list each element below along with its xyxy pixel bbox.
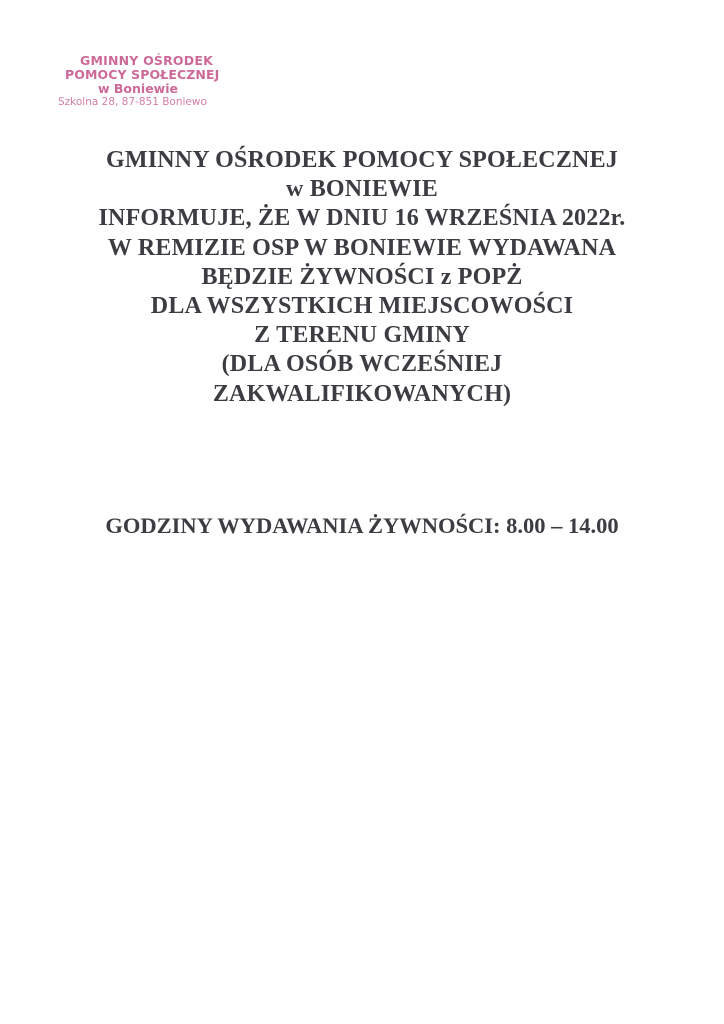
announcement-line: DLA WSZYSTKICH MIEJSCOWOŚCI — [150, 293, 574, 320]
announcement-line: BĘDZIE ŻYWNOŚCI z POPŻ — [201, 263, 523, 290]
announcement-line: W REMIZIE OSP W BONIEWIE WYDAWANA — [107, 234, 617, 261]
announcement-line: Z TERENU GMINY — [254, 322, 470, 349]
announcement-text — [40, 146, 684, 409]
announcement-line: w BONIEWIE — [285, 176, 439, 203]
announcement-line: GMINNY OŚRODEK POMOCY SPOŁECZNEJ — [106, 147, 618, 173]
announcement-line: INFORMUJE, ŻE W DNIU 16 WRZEŚNIA 2022r. — [98, 205, 626, 232]
stamp-line-2: POMOCY SPOŁECZNEJ — [65, 67, 220, 82]
announcement-line: ZAKWALIFIKOWANYCH) — [212, 380, 512, 407]
stamp-line-1: GMINNY OŚRODEK — [80, 53, 213, 68]
distribution-hours: GODZINY WYDAWANIA ŻYWNOŚCI: 8.00 – 14.00 — [105, 513, 619, 538]
stamp-line-3: w Boniewie — [98, 81, 178, 96]
announcement-line: (DLA OSÓB WCZEŚNIEJ — [221, 351, 503, 378]
official-stamp — [58, 48, 228, 110]
stamp-line-4: Szkolna 28, 87-851 Boniewo — [58, 96, 207, 108]
